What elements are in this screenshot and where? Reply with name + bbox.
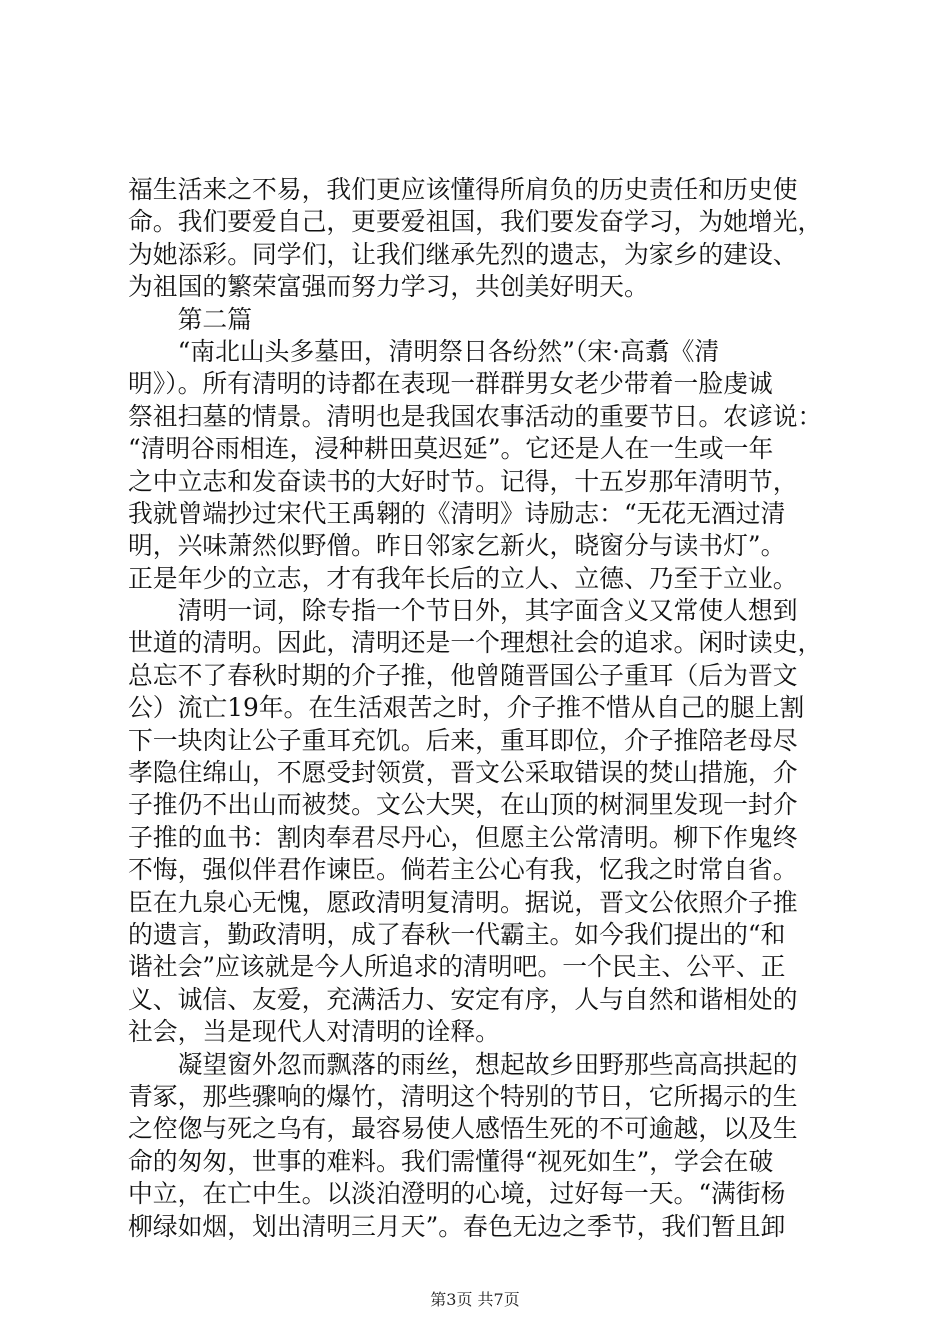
text-line: 社会，当是现代人对清明的诠释。 [128, 1017, 500, 1047]
text-line: 孝隐住绵山，不愿受封领赏，晋文公采取错误的焚山措施，介 [128, 758, 798, 788]
text-line: 子推仍不出山而被焚。文公大哭，在山顶的树洞里发现一封介 [128, 790, 798, 820]
text-line: 世道的清明。因此，清明还是一个理想社会的追求。闲时读史， [128, 628, 823, 658]
text-line: 谐社会”应该就是今人所追求的清明吧。一个民主、公平、正 [128, 952, 786, 982]
text-line: 命的匆匆，世事的难料。我们需懂得“视死如生”，学会在破 [128, 1146, 774, 1176]
text-line: 凝望窗外忽而飘落的雨丝，想起故乡田野那些高高拱起的 [128, 1049, 798, 1079]
text-line: 为她添彩。同学们，让我们继承先烈的遗志，为家乡的建设、 [128, 239, 798, 269]
text-line: 青冢，那些骤响的爆竹，清明这个特别的节日，它所揭示的生 [128, 1081, 798, 1111]
text-line: 下一块肉让公子重耳充饥。后来，重耳即位，介子推陪老母尽 [128, 725, 798, 755]
text-line: 义、诚信、友爱，充满活力、安定有序，人与自然和谐相处的 [128, 984, 798, 1014]
text-line: 总忘不了春秋时期的介子推，他曾随晋国公子重耳（后为晋文 [128, 660, 798, 690]
text-line: 明，兴味萧然似野僧。昨日邻家乞新火，晓窗分与读书灯”。 [128, 531, 786, 561]
text-line: 中立，在亡中生。以淡泊澄明的心境，过好每一天。“满街杨 [128, 1179, 786, 1209]
text-line: 之中立志和发奋读书的大好时节。记得，十五岁那年清明节， [128, 466, 798, 496]
body-text [128, 174, 838, 1243]
text-line: 为祖国的繁荣富强而努力学习，共创美好明天。 [128, 272, 649, 302]
text-line: 柳绿如烟，划出清明三月天”。春色无边之季节，我们暂且卸 [128, 1211, 786, 1241]
text-line: 清明一词，除专指一个节日外，其字面含义又常使人想到 [128, 596, 798, 626]
text-line: 我就曾端抄过宋代王禹翱的《清明》诗励志：“无花无酒过清 [128, 498, 786, 528]
section-heading: 第二篇 [128, 304, 252, 334]
text-line: 的遗言，勤政清明，成了春秋一代霸主。如今我们提出的“和 [128, 919, 786, 949]
text-line: “南北山头多墓田，清明祭日各纷然”（宋·高翥《清 [128, 336, 720, 366]
text-line: 正是年少的立志，才有我年长后的立人、立德、乃至于立业。 [128, 563, 798, 593]
text-line: 之倥偬与死之乌有，最容易使人感悟生死的不可逾越，以及生 [128, 1114, 798, 1144]
text-line: 公）流亡19年。在生活艰苦之时，介子推不惜从自己的腿上割 [128, 693, 805, 723]
text-line: 祭祖扫墓的情景。清明也是我国农事活动的重要节日。农谚说： [128, 401, 823, 431]
text-line: 命。我们要爱自己，更要爱祖国，我们要发奋学习，为她增光， [128, 207, 823, 237]
text-line: “清明谷雨相连，浸种耕田莫迟延”。它还是人在一生或一年 [128, 434, 774, 464]
text-line: 子推的血书：割肉奉君尽丹心，但愿主公常清明。柳下作鬼终 [128, 822, 798, 852]
text-line: 不悔，强似伴君作谏臣。倘若主公心有我，忆我之时常自省。 [128, 855, 798, 885]
text-line: 明》）。所有清明的诗都在表现一群群男女老少带着一脸虔诚 [128, 369, 773, 399]
page-number-footer: 第3页 共7页 [430, 1290, 520, 1309]
text-line: 臣在九泉心无愧，愿政清明复清明。据说，晋文公依照介子推 [128, 887, 798, 917]
text-line: 福生活来之不易，我们更应该懂得所肩负的历史责任和历史使 [128, 175, 798, 204]
